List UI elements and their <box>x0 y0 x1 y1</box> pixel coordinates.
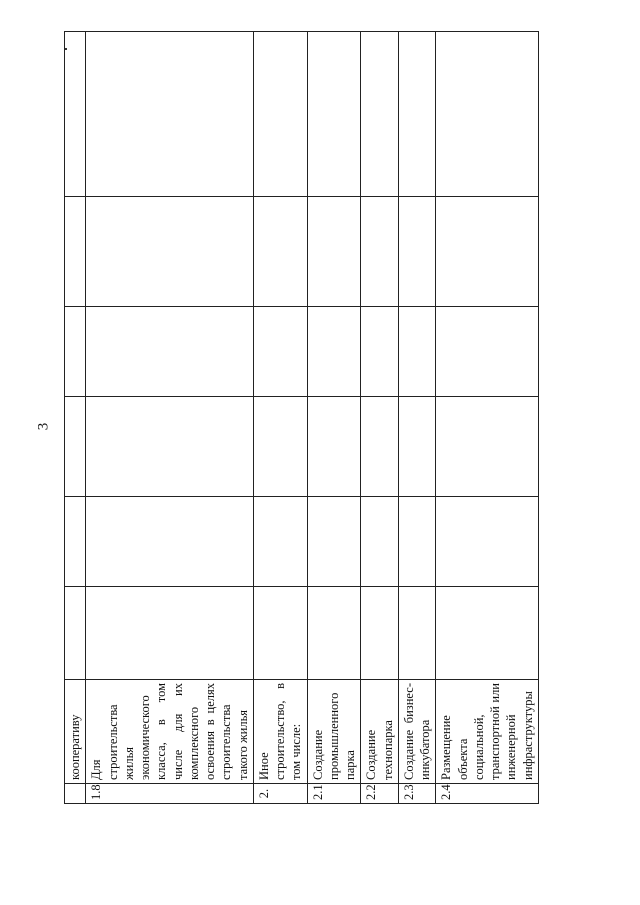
row-number: 2.3 <box>398 784 436 804</box>
table-cell <box>361 197 399 307</box>
row-name: Создание промышленного парка <box>307 680 361 784</box>
row-number <box>65 784 86 804</box>
rotated-table-container <box>64 32 535 804</box>
land-use-table <box>64 31 539 804</box>
table-cell <box>86 587 254 680</box>
table-cell <box>65 32 86 197</box>
row-number: 2.1 <box>307 784 361 804</box>
table-cell <box>361 397 399 497</box>
table-cell <box>307 497 361 587</box>
table-cell <box>253 497 307 587</box>
table-cell <box>307 307 361 397</box>
table-cell <box>86 497 254 587</box>
table-cell <box>436 587 539 680</box>
table-row <box>253 32 307 804</box>
table-cell <box>307 32 361 197</box>
row-number: 2. <box>253 784 307 804</box>
table-cell <box>436 497 539 587</box>
table-cell <box>307 397 361 497</box>
table-cell <box>398 497 436 587</box>
table-cell <box>307 197 361 307</box>
table-cell <box>361 587 399 680</box>
row-name: Создание технопарка <box>361 680 399 784</box>
table-cell <box>398 32 436 197</box>
table-cell <box>253 587 307 680</box>
table-cell <box>398 307 436 397</box>
table-cell <box>398 197 436 307</box>
table-row <box>65 32 86 804</box>
row-name: Иное строительство, в том числе: <box>253 680 307 784</box>
table-cell <box>65 197 86 307</box>
table-cell <box>436 307 539 397</box>
table-row <box>307 32 361 804</box>
table-cell <box>253 197 307 307</box>
table-cell <box>253 307 307 397</box>
row-number: 1.8 <box>86 784 254 804</box>
page-number: 3 <box>35 422 52 431</box>
table-cell <box>65 397 86 497</box>
row-name: Размещение объекта социальной, транспортной или инженерной инфраструктуры <box>436 680 539 784</box>
table-cell <box>86 197 254 307</box>
table-cell <box>398 587 436 680</box>
table-cell <box>86 307 254 397</box>
table-cell <box>361 32 399 197</box>
table-cell <box>253 397 307 497</box>
table-cell <box>65 587 86 680</box>
table-cell <box>361 307 399 397</box>
table-cell <box>436 197 539 307</box>
row-name: Для строительства жилья экономического класса, в том числе для их комплексного освоения в целях строительства такого жилья <box>86 680 254 784</box>
row-number: 2.2 <box>361 784 399 804</box>
row-number: 2.4 <box>436 784 539 804</box>
table-cell <box>253 32 307 197</box>
table-cell <box>398 397 436 497</box>
table-cell <box>65 497 86 587</box>
table-cell <box>361 497 399 587</box>
row-name: кооперативу <box>65 680 86 784</box>
table-cell <box>65 307 86 397</box>
table-row <box>436 32 539 804</box>
table-cell <box>436 32 539 197</box>
table-row <box>398 32 436 804</box>
table-row <box>361 32 399 804</box>
table-cell <box>307 587 361 680</box>
row-name: Создание бизнес-инкубатора <box>398 680 436 784</box>
table-cell <box>86 397 254 497</box>
table-cell <box>436 397 539 497</box>
table-cell <box>86 32 254 197</box>
table-row <box>86 32 254 804</box>
